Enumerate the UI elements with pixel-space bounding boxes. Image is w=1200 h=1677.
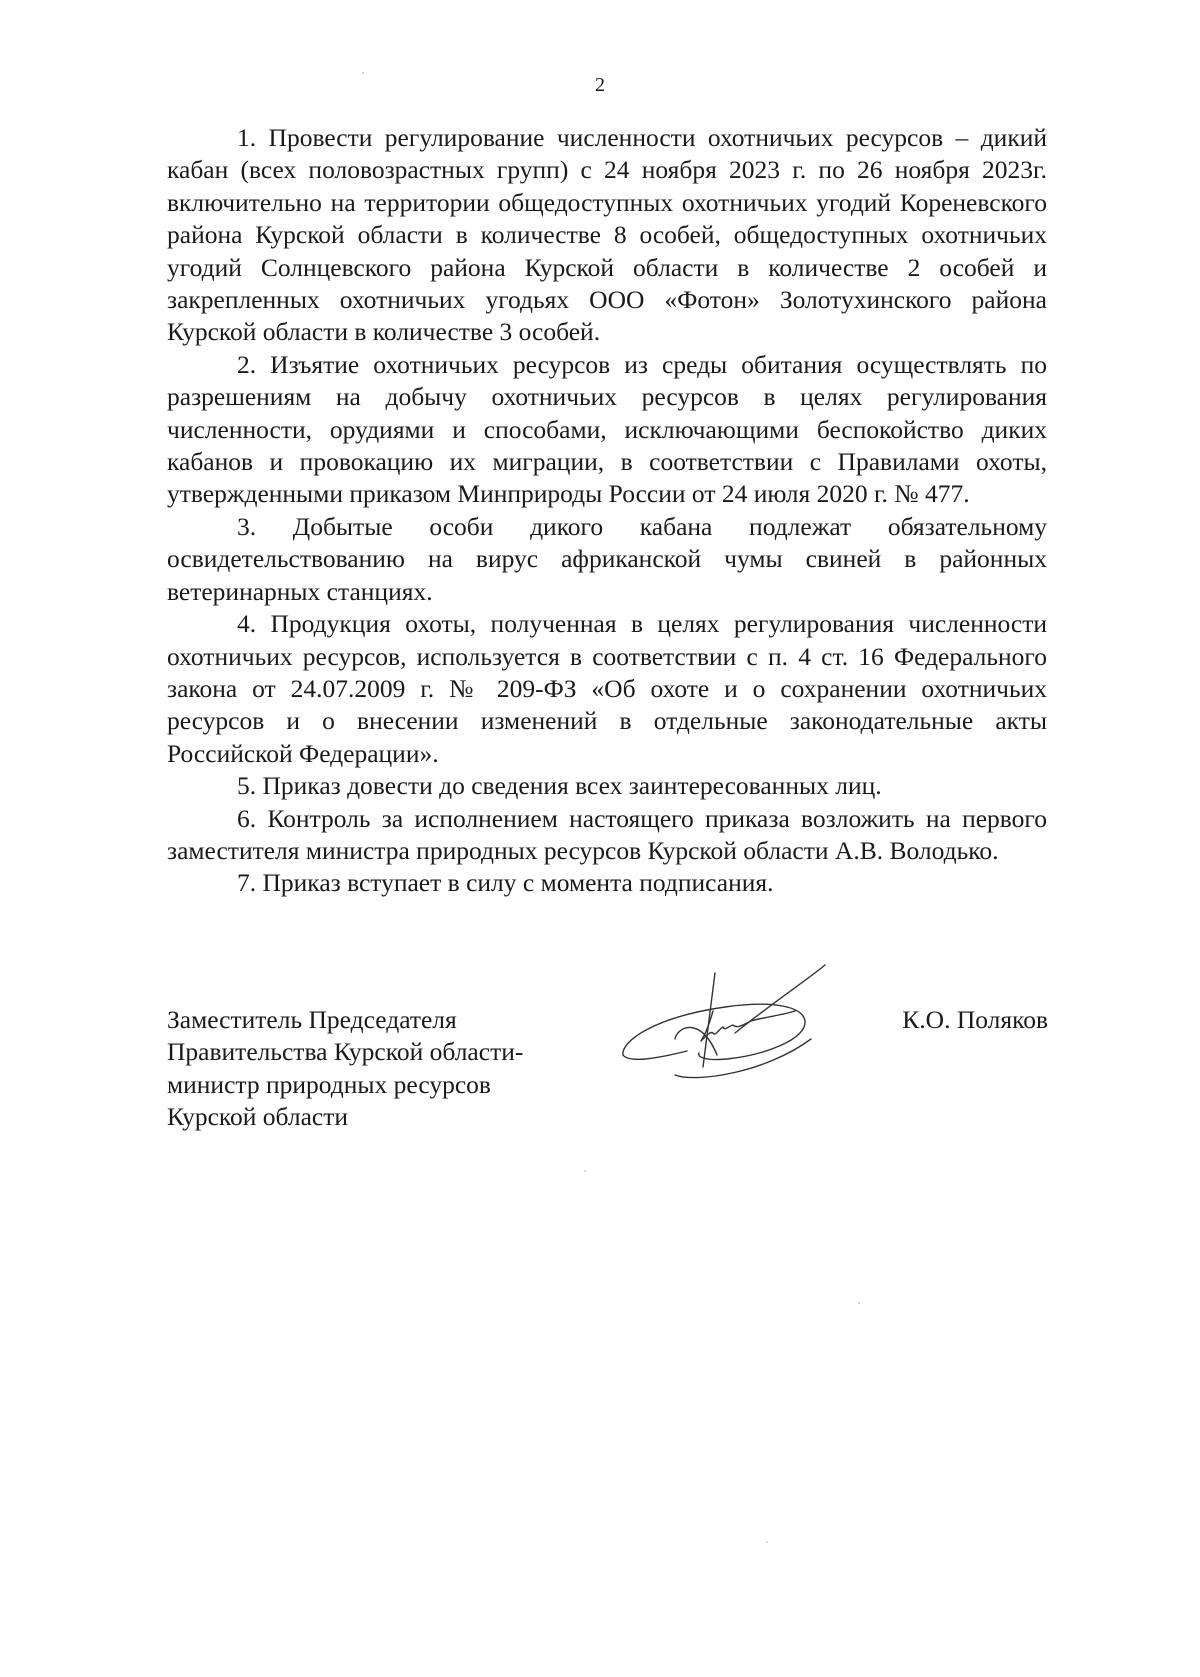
paragraph-4: 4. Продукция охоты, полученная в целях регулирования численности охотничьих ресурсов, используется в соответствии с п. 4 ст. 16 Федерального закона от 24.07.2009 г. № 209-ФЗ «Об охоте и о сохранении охотничьих ресурсов и о внесении изменений в отдельные законодательные акты Российской Федерации».: [167, 609, 1047, 768]
signatory-title: [167, 1004, 627, 1134]
scan-speck: [584, 1170, 586, 1172]
paragraph-1: 1. Провести регулирование численности охотничьих ресурсов – дикий кабан (всех половозрастных групп) с 24 ноября 2023 г. по 26 ноября 2023г. включительно на территории общедоступных охотничьих угодий Кореневского района Курской области в количестве 8 особей, общедоступных охотничьих угодий Солнцевского района Курской области в количестве 2 особей и закрепленных охотничьих угодьях ООО «Фотон» Золотухинского района Курской области в количестве 3 особей.: [167, 123, 1047, 347]
signatory-title-line: Заместитель Председателя: [167, 1005, 457, 1034]
signatory-name: К.О. Поляков: [902, 1005, 1048, 1034]
page-number: 2: [595, 74, 605, 96]
paragraph-5: 5. Приказ довести до сведения всех заинтересованных лиц.: [237, 771, 882, 801]
paragraph-2: 2. Изъятие охотничьих ресурсов из среды обитания осуществлять по разрешениям на добычу охотничьих ресурсов в целях регулирования численности, орудиями и способами, исключающими беспокойство диких кабанов и провокацию их миграции, в соответствии с Правилами охоты, утвержденными приказом Минприроды России от 24 июля 2020 г. № 477.: [167, 349, 1047, 509]
handwritten-signature: [615, 955, 875, 1090]
signatory-title-line: министр природных ресурсов: [167, 1069, 491, 1099]
paragraph-6: 6. Контроль за исполнением настоящего приказа возложить на первого заместителя министра природных ресурсов Курской области А.В. Володько.: [167, 803, 1047, 865]
document-body: [167, 122, 1047, 900]
paragraph-7: 7. Приказ вступает в силу с момента подписания.: [237, 868, 774, 898]
scan-speck: [858, 1302, 860, 1304]
scan-speck: [362, 72, 364, 74]
signatory-title-line: Курской области: [167, 1102, 349, 1132]
paragraph-3: 3. Добытые особи дикого кабана подлежат обязательному освидетельствованию на вирус африканской чумы свиней в районных ветеринарных станциях.: [167, 511, 1047, 606]
signatory-title-line: Правительства Курской области-: [167, 1037, 524, 1067]
scan-speck: [766, 1541, 768, 1543]
